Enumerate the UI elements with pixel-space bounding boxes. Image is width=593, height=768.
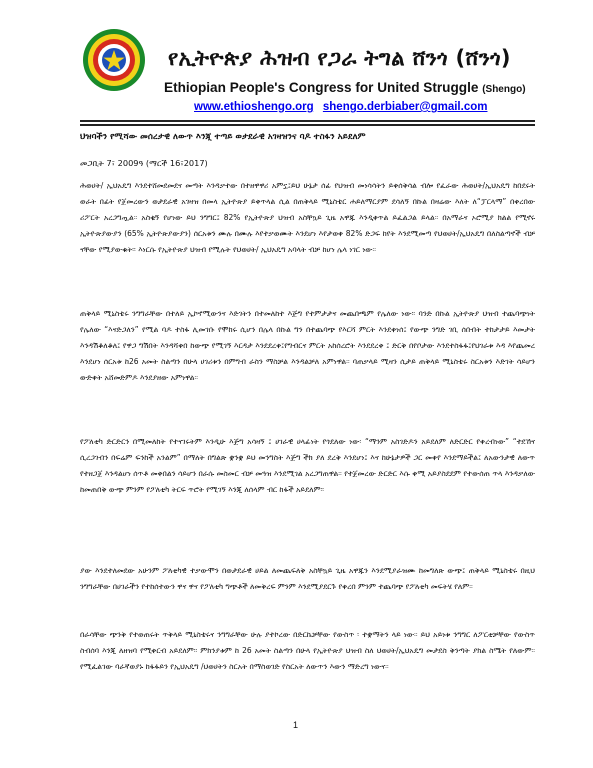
paragraph-3: የፖለቲካ ድርድርን በሚመለከት የተናገሩትም እንዲሁ እጅግ አሳዛኝ ፤ ሀገራዊ ሀላፊነት የጎደለው ነው፡ “ማንም አስገድዶን አይደለም ለድርድር የቀረብነው” “ተደኸና ሲረጋገብን በፍሬም ፍንከች አንልም” በማለት በግልጽ ቋንቋ ይህ መንግስት እጅግ ችክ ያለ ደረቅ እንደሆነ፤ እና ከሁኔታዎች ጋር መቀየ እንደማይችል፤ ለአውንታዊ ለውጥ የተዘጋጀ እንዳልሆነ ሰጥቶ መቀበልን ሳይሆን በራሱ መስመር ብቻ መጓዝ እንደሚገል አረጋግጠዋል። የተጀመረው ድርድር እሱ ቀሚ አይያስደደም የተውሰጠ ጥላ እንዳቃለው ከመጠበቅ ውጭ ምንም የፖለቲካ ትርፍ ጥሮት የሚገኝ እንጂ ለሰላም ብር ከፋች አይደለም፡፡ <box>80 437 535 494</box>
paragraph-5: በራሳቸው ጭንቅ የተወጠሩት ጥቅላይ ሚኒስቴሩና ንግግራቸው ሁሉ ያተኮረው በድርኬቻቸው የውስጥ ፡ ተቋማትን ላይ ነው። ይህ አይነቱ ንግግር ለፖርቲቻቸው የውስጥ ስብሰባ እንጂ ለዘዝባ የሚቀርብ አይደለም፡፡ ምክንያቱም ከ 26 አመት ስልጣን በሁላ የኢትዮጵያ ህዝብ ስለ ህወሀት/ኢህአዴግ መታደስ ቅንጣት ያክል ስሜት የለውም። የሚፈልገው ባራኛወያኑ ከፋፋይን የኢህአዴግ /ህወሀትን ስርአት በማስወገድ የስርአት ለውጥን እውን ማድረግ ነውና። <box>80 630 535 671</box>
shengo-emblem-logo <box>82 28 146 92</box>
email-link[interactable]: shengo.derbiaber@gmail.com <box>322 101 488 113</box>
document-subject: ህዝባችን የሚሻው መሰረታዊ ለውጥ እንጂ ተጣይ ወታደራዊ አገዛዝንና ባዶ ተስፋን አይደለም <box>80 132 366 142</box>
paragraph-1: ሕወሀት/ ኢህአዴግ እንደተሸመደመደና መጣት እንዳቃተው በተዘዋዋሪ አምኗ፤ይህ ሁኔታ ሰፊ የህዝብ መነሳሳትን ይቀሰቅሳል ብሎ የፈራው ሕወሀት/ኢህአዴግ ከበደሩት ወራት በፊት የጀመረውን ወታደራዊ አገዛዝ በመላ ኢትዮጵያ ይቀጥላል ሲል በጠቅላይ ሚኒስቴር ሐይለማርያም ደሳለኝ በኩል በዛሬው እለት ለ“ፓርላማ” በቀረበው ሪፖርት አረጋግጧል። አስቂኝ የሆነው ይህ ንግግር፤ 82% የኢትዮጵያ ህዝብ አስቸኳይ ጊዜ አዋጁ እንዲቀጥል ይፈልጋል ይላል። በአማራና ኦሮሚያ ክልል የሚኖሩ ኢትዮጵያውያን (65% ኢትዮጵያውያን) ሰርአቱን ሙሉ በሙሉ እየተቃወሙት እንደሆነ እየታወቀ 82% ድጋፍ ከየት እንደሚመጣ የህወሀት/ኢህአዴግ በለስልጣኖች ብቻ ናቸው የሚያውቁት፡፡ እነርሱ የኢትዮጵያ ህዝብ የሚሉት የህወሀት/ ኢህአዴግ አባላት ብቻ ከሆነ ሌላ ነገር ነው። <box>80 181 535 254</box>
paragraph-2: ጠቅላይ ሚኒስቴሩ ንግግራቸው በተለይ ኢኮኖሚውንና እድገትን በተመለከተ እጅግ የተምታታና መጨበጫም የሌለው ነው፡፡ ባንድ በኩል ኢትዮጵያ ህዝብ ተጨባጭነት የሌለው “እናድጋለን” የሚል ባዶ ተስፋ ሊመገቡ የሞከሩ ሲሆን በሌላ በኩል ግን በተጨባጭ የእርሻ ምርት እንደቀነሰ፤ የውጭ ንግድ ገቢ ሰበብት ተከታታይ እመታት እንዳሽቆለቆለ፤ የዋጋ ግሽበት እንዳሻቀበ ከውጭ የሚገኝ እርዳታ እንደደረቀ፤የግብርና ምርት አከሰረሮት እንደደረቀ ፤ ድርቅ በየቦታው እንደተስፋፋ፤የህገራቱ እዳ እየጨመረ እንደሆነ ሰርአቱ ከ26 አመት ስልጣን በሁላ ሀገሪቱን በምግብ ራስን ማስቻል እንዳልቻለ አምነዋል። ባጠቃላይ ሚዛን ሲታይ ጠቅላይ ሚኒስቴሩ ስርአቱን እድገት ሳይሆን ውድቀት አሸመድምዶ እንደያዘው አምነዋል። <box>80 309 535 382</box>
header-divider-bottom <box>80 124 535 126</box>
org-name-english-suffix: (Shengo) <box>482 84 526 95</box>
org-name-english-main: Ethiopian People's Congress for United Struggle <box>164 80 479 95</box>
paragraph-4: ያው እንደተለመደው አሁንም ፖለቲካዊ ተቃውሞን በወታደራዊ ሀይል ለመጨፍለቅ አስቸኳይ ጊዜ አዋጁን እንደሚያራዝሙ ከመግለጽ ውጭ፤ ጠቅላይ ሚኒስቴሩ በዚህ ንግግራቸው በሀገራችን የተከሰተውን ዋና ዋና የፖለቲካ ግጭቶች ለመቅረፍ ምንም እንደሚያደርጉ የቀረበ ምንም ተጨባጭ የፖለቲካ መፍትሄ የለም። <box>80 566 535 591</box>
website-link[interactable]: www.ethioshengo.org <box>194 101 314 113</box>
contact-links <box>194 101 487 113</box>
document-date: መጋቢት 7፣ 2009ዓ (ማርች 16፣2017) <box>80 158 208 168</box>
org-name-english <box>164 80 526 95</box>
org-name-amharic: የኢትዮጵያ ሕዝብ የጋራ ትግል ሸንጎ (ሸንጎ) <box>168 46 511 70</box>
header-divider-top <box>80 120 535 122</box>
page-number: 1 <box>293 720 299 730</box>
